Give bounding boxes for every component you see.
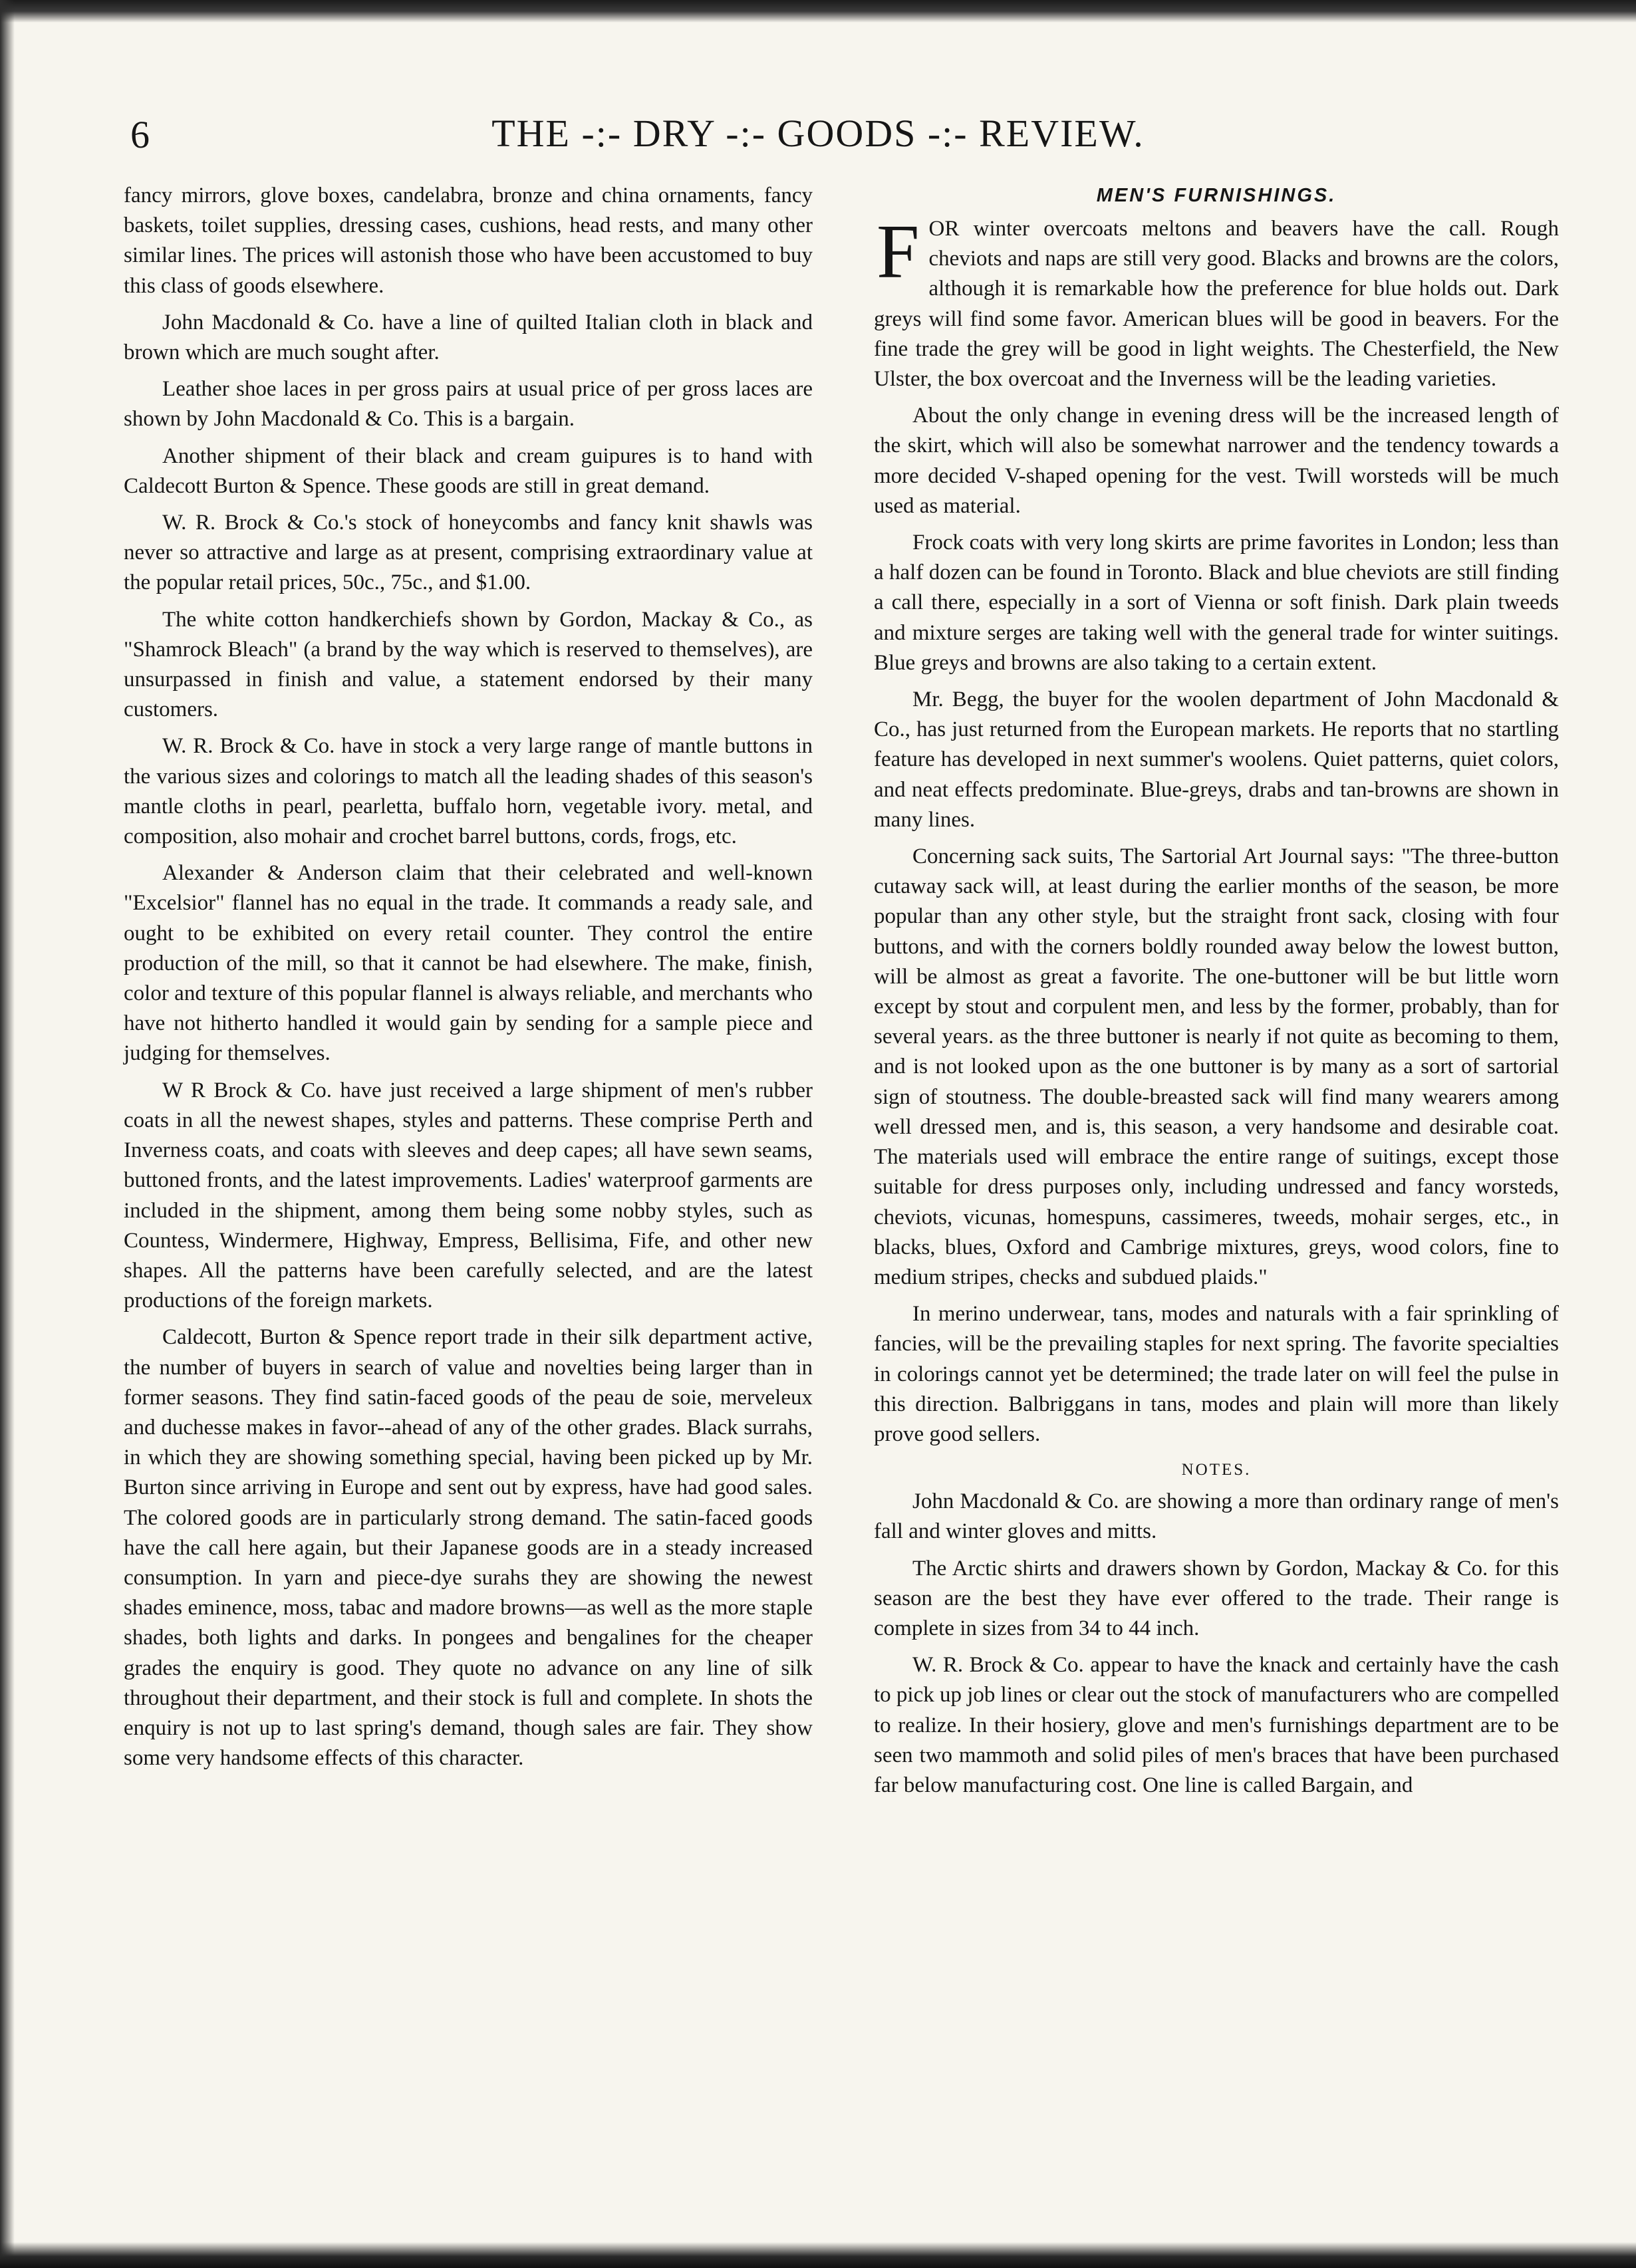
journal-title: THE -:- DRY -:- GOODS -:- REVIEW. [491, 112, 1145, 155]
article-paragraph: W R Brock & Co. have just received a large shipment of men's rubber coats in all the newest shapes, styles and patterns. These comprise Perth and Inverness coats, and coats with sleeves and deep capes; all have sewn seams, buttoned fronts, and the latest improvements. Ladies' waterproof garments are included in the shipment, among them being some nobby styles, such as Countess, Windermere, Highway, Empress, Bellisima, Fife, and other new shapes. All the patterns have been carefully selected, and are the latest productions of the foreign markets. [124, 1078, 813, 1313]
article-paragraph: Frock coats with very long skirts are prime favorites in London; less than a half dozen can be found in Toronto. Black and blue cheviots are still finding a call there, especially in a sort of Vienna or soft finish. Dark plain tweeds and mixture serges are taking well with the general trade for winter suitings. Blue greys and browns are also taking to a certain extent. [874, 531, 1559, 675]
article-paragraph: W. R. Brock & Co. have in stock a very large range of mantle buttons in the various sizes and colorings to match all the leading shades of this season's mantle cloths in pearl, pearletta, buffalo horn, vegetable ivory. metal, and composition, also mohair and crochet barrel buttons, cords, frogs, etc. [124, 734, 813, 849]
article-paragraph: About the only change in evening dress will be the increased length of the skirt, which will also be somewhat narrower and the tendency towards a more decided V-shaped opening for the vest. Twill worsteds will be much used as material. [874, 404, 1559, 518]
note-paragraph: John Macdonald & Co. are showing a more than ordinary range of men's fall and winter gloves and mitts. [874, 1489, 1559, 1544]
page-header [0, 106, 1636, 166]
article-paragraph: fancy mirrors, glove boxes, candelabra, bronze and china ornaments, fancy baskets, toilet supplies, dressing cases, cushions, head rests, and many other similar lines. The prices will astonish those who have been accustomed to buy this class of goods elsewhere. [124, 184, 813, 298]
top-scan-edge [0, 0, 1636, 23]
article-paragraph: John Macdonald & Co. have a line of quilted Italian cloth in black and brown which are much sought after. [124, 310, 813, 365]
section-heading: MEN'S FURNISHINGS. [1096, 185, 1337, 206]
article-paragraph: Concerning sack suits, The Sartorial Art Journal says: "The three-button cutaway sack will, at least during the earlier months of the season, be more popular than any other style, but the straight front sack, closing with four buttons, and with the corners boldly rounded away below the lowest button, will be almost as great a favorite. The one-buttoner will be but little worn except by stout and corpulent men, and less by the former, probably, than for several years. as the three buttoner is nearly if not quite as becoming to them, and is not looked upon as the one buttoner is by many as a sort of sartorial sign of stoutness. The double-breasted sack will find many wearers among well dressed men, and is, this season, a very handsome and desirable coat. The materials used will embrace the entire range of suitings, except those suitable for dress purposes only, including undressed and fancy worsteds, cheviots, vicunas, homespuns, cassimeres, tweeds, mohair serges, etc., in blacks, blues, Oxford and Cambrige mixtures, greys, wood colors, fine to medium stripes, checks and subdued plaids." [874, 844, 1559, 1289]
article-paragraph: W. R. Brock & Co.'s stock of honeycombs and fancy knit shawls was never so attractive and large as at present, comprising extraordinary value at the popular retail prices, 50c., 75c., and $1.00. [124, 511, 813, 595]
article-paragraph: Leather shoe laces in per gross pairs at usual price of per gross laces are shown by John Macdonald & Co. This is a bargain. [124, 377, 813, 432]
article-paragraph: Mr. Begg, the buyer for the woolen department of John Macdonald & Co., has just returned from the European markets. He reports that no startling feature has developed in next summer's woolens. Quiet patterns, quiet colors, and neat effects predominate. Blue-greys, drabs and tan-browns are shown in many lines. [874, 688, 1559, 832]
left-scan-edge [0, 0, 15, 2268]
bottom-scan-edge [0, 2242, 1636, 2268]
drop-cap: F [877, 209, 920, 295]
right-column [874, 181, 1559, 1807]
page-number: 6 [130, 113, 150, 156]
note-paragraph: W. R. Brock & Co. appear to have the knack and certainly have the cash to pick up job lines or clear out the stock of manufacturers who are compelled to realize. In their hosiery, glove and men's furnishings department are to be seen two mammoth and solid piles of men's braces that have been purchased far below manufacturing cost. One line is called Bargain, and [874, 1653, 1559, 1797]
intro-text: OR winter overcoats meltons and beavers have the call. Rough cheviots and naps are still very good. Blacks and browns are the colors, although it is remarkable how the preference for blue holds out. Dark greys will find some favor. American blues will be good in beavers. For the fine trade the grey will be good in light weights. The Chesterfield, the New Ulster, the box overcoat and the Inverness will be the leading varieties. [874, 217, 1559, 392]
intro-paragraph [874, 209, 1559, 394]
article-paragraph: The white cotton handkerchiefs shown by Gordon, Mackay & Co., as "Shamrock Bleach" (a brand by the way which is reserved to themselves), are unsurpassed in finish and value, a statement endorsed by their many customers. [124, 607, 813, 722]
article-paragraph: Alexander & Anderson claim that their celebrated and well-known "Excelsior" flannel has no equal in the trade. It commands a ready sale, and ought to be exhibited on every retail counter. They control the entire production of the mill, so that it cannot be had elsewhere. The make, finish, color and texture of this popular flannel is always reliable, and merchants who have not hitherto handled it would gain by sending for a sample piece and judging for themselves. [124, 861, 813, 1066]
article-paragraph: In merino underwear, tans, modes and naturals with a fair sprinkling of fancies, will be the prevailing staples for next spring. The favorite specialties in colorings cannot yet be determined; the trade later on will feel the pulse in this direction. Balbriggans in tans, modes and plain will more than likely prove good sellers. [874, 1302, 1559, 1446]
article-paragraph: Another shipment of their black and cream guipures is to hand with Caldecott Burton & Spence. These goods are still in great demand. [124, 443, 813, 498]
article-paragraph: Caldecott, Burton & Spence report trade in their silk department active, the number of buyers in search of value and novelties being larger than in former seasons. They find satin-faced goods of the peau de soie, merveleux and duchesse makes in favor--ahead of any of the other grades. Black surrahs, in which they are showing something special, having been picked up by Mr. Burton since arriving in Europe and sent out by express, have had good sales. The colored goods are in particularly strong demand. The satin-faced goods have the call here again, but their Japanese goods are in a steady increased consumption. In yarn and piece-dye surahs they are showing the newest shades eminence, moss, tabac and madore browns—as well as the more staple shades, both lights and darks. In pongees and bengalines for the cheaper grades the enquiry is good. They quote no advance on any line of silk throughout their department, and their stock is full and complete. In shots the enquiry is not up to last spring's demand, though sales are fair. They show some very handsome effects of this character. [124, 1325, 813, 1771]
notes-heading: NOTES. [1181, 1461, 1252, 1479]
note-paragraph: The Arctic shirts and drawers shown by Gordon, Mackay & Co. for this season are the best they have ever offered to the trade. Their range is complete in sizes from 34 to 44 inch. [874, 1556, 1559, 1640]
left-column [124, 181, 813, 1780]
